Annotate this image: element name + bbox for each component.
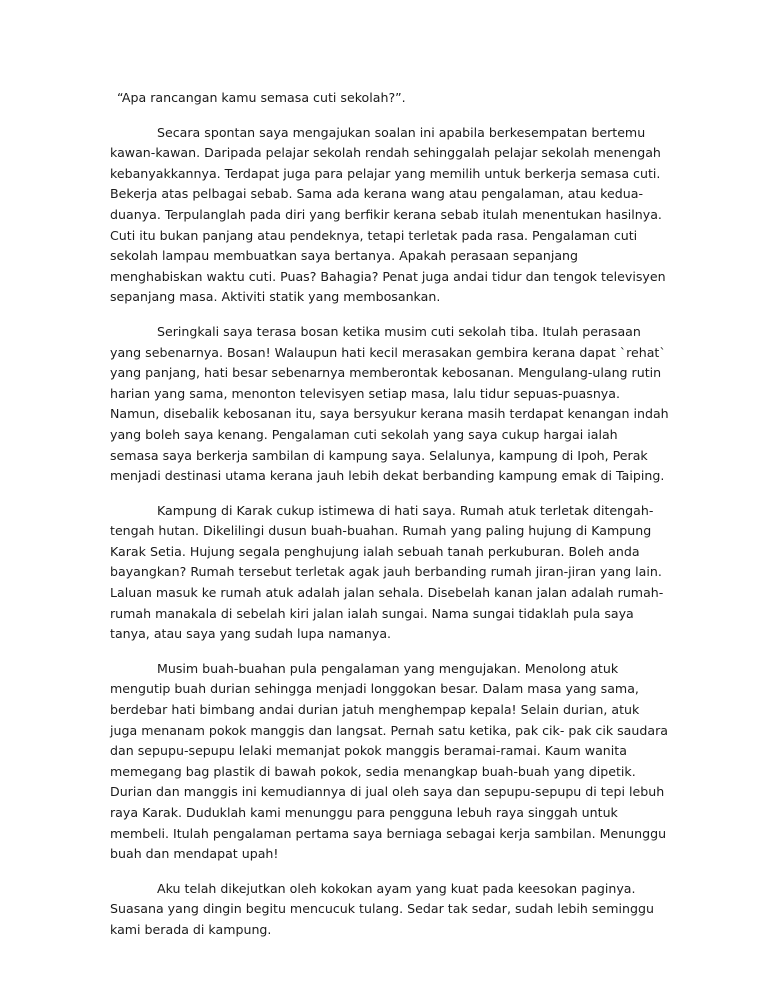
paragraph-4: Musim buah-buahan pula pengalaman yang mengujakan. Menolong atuk mengutip buah durian sehingga menjadi longgokan besar. Dalam masa yang sama, berdebar hati bimbang andai durian jatuh menghempap kepala! Selain durian, atuk juga menanam pokok manggis dan langsat. Pernah satu ketika, pak cik- pak cik saudara dan sepupu-sepupu lelaki memanjat pokok manggis beramai-ramai. Kaum wanita memegang bag plastik di bawah pokok, sedia menangkap buah-buah yang dipetik. Durian dan manggis ini kemudiannya di jual oleh saya dan sepupu-sepupu di tepi lebuh raya Karak. Duduklah kami menunggu para pengguna lebuh raya singgah untuk membeli. Itulah pengalaman pertama saya berniaga sebagai kerja sambilan. Menunggu buah dan mendapat upah!	[110, 660, 668, 862]
paragraph-5: Aku telah dikejutkan oleh kokokan ayam yang kuat pada keesokan paginya. Suasana yang dingin begitu mencucuk tulang. Sedar tak sedar, sudah lebih seminggu kami berada di kampung.	[110, 880, 654, 937]
opening-question: “Apa rancangan kamu semasa cuti sekolah?”.	[117, 90, 406, 105]
paragraph-3: Kampung di Karak cukup istimewa di hati saya. Rumah atuk terletak ditengah-tengah hutan. Dikelilingi dusun buah-buahan. Rumah yang paling hujung di Kampung Karak Setia. Hujung segala penghujung ialah sebuah tanah perkuburan. Boleh anda bayangkan? Rumah tersebut terletak agak jauh berbanding rumah jiran-jiran yang lain. Laluan masuk ke rumah atuk adalah jalan sehala. Disebelah kanan jalan adalah rumah-rumah manakala di sebelah kiri jalan ialah sungai. Nama sungai tidaklah pula saya tanya, atau saya yang sudah lupa namanya.	[110, 502, 664, 642]
paragraph-1: Secara spontan saya mengajukan soalan ini apabila berkesempatan bertemu kawan-kawan. Daripada pelajar sekolah rendah sehinggalah pelajar sekolah menengah kebanyakkannya. Terdapat juga para pelajar yang memilih untuk berkerja semasa cuti. Bekerja atas pelbagai sebab. Sama ada kerana wang atau pengalaman, atau kedua-duanya. Terpulanglah pada diri yang berfikir kerana sebab itulah menentukan hasilnya. Cuti itu bukan panjang atau pendeknya, tetapi terletak pada rasa. Pengalaman cuti sekolah lampau membuatkan saya bertanya. Apakah perasaan sepanjang menghabiskan waktu cuti. Puas? Bahagia? Penat juga andai tidur dan tengok televisyen sepanjang masa. Aktiviti statik yang membosankan.	[110, 124, 666, 305]
essay-body	[110, 88, 670, 955]
paragraph-2: Seringkali saya terasa bosan ketika musim cuti sekolah tiba. Itulah perasaan yang sebenarnya. Bosan! Walaupun hati kecil merasakan gembira kerana dapat `rehat` yang panjang, hati besar sebenarnya memberontak kebosanan. Mengulang-ulang rutin harian yang sama, menonton televisyen setiap masa, lalu tidur sepuas-puasnya. Namun, disebalik kebosanan itu, saya bersyukur kerana masih terdapat kenangan indah yang boleh saya kenang. Pengalaman cuti sekolah yang saya cukup hargai ialah semasa saya berkerja sambilan di kampung saya. Selalunya, kampung di Ipoh, Perak menjadi destinasi utama kerana jauh lebih dekat berbanding kampung emak di Taiping.	[110, 323, 669, 484]
